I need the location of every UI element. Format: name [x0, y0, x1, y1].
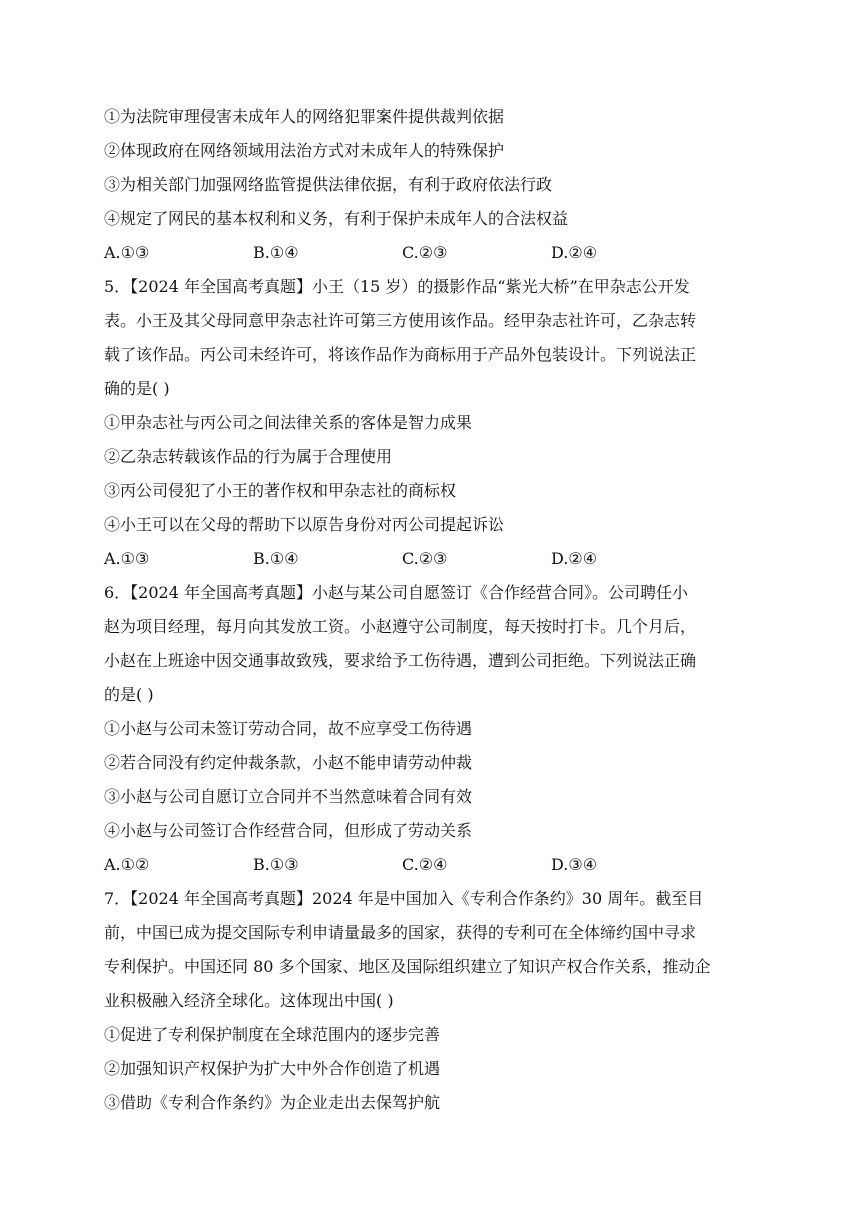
statement-3: ③小赵与公司自愿订立合同并不当然意味着合同有效	[104, 787, 473, 806]
exam-page	[104, 100, 760, 1120]
statement-2: ②体现政府在网络领域用法治方式对未成年人的特殊保护	[104, 141, 505, 160]
question-6	[104, 576, 760, 882]
statement-3: ③丙公司侵犯了小王的著作权和甲杂志社的商标权	[104, 481, 457, 500]
option-a: A.①③	[104, 549, 150, 568]
statement-1: ①甲杂志社与丙公司之间法律关系的客体是智力成果	[104, 413, 473, 432]
option-a: A.①②	[104, 855, 150, 874]
question-stem-line: 前，中国已成为提交国际专利申请量最多的国家，获得的专利可在全体缔约国中寻求	[104, 923, 697, 942]
option-b: B.①③	[253, 855, 299, 874]
question-stem-line: 的是( )	[104, 685, 154, 704]
statement-3: ③为相关部门加强网络监管提供法律依据，有利于政府依法行政	[104, 175, 553, 194]
question-stem-line: 专利保护。中国还同 80 多个国家、地区及国际组织建立了知识产权合作关系，推动企	[104, 957, 711, 976]
option-d: D.②④	[551, 549, 598, 568]
question-7	[104, 882, 760, 1120]
option-c: C.②③	[402, 243, 448, 262]
question-stem-line: 表。小王及其父母同意甲杂志社许可第三方使用该作品。经甲杂志社许可，乙杂志转	[104, 311, 697, 330]
option-b: B.①④	[253, 549, 299, 568]
statement-2: ②若合同没有约定仲裁条款，小赵不能申请劳动仲裁	[104, 753, 473, 772]
option-c: C.②③	[402, 549, 448, 568]
question-stem-line: 业积极融入经济全球化。这体现出中国( )	[104, 991, 394, 1010]
statement-1: ①促进了专利保护制度在全球范围内的逐步完善	[104, 1025, 441, 1044]
question-stem-line: 7．【2024 年全国高考真题】2024 年是中国加入《专利合作条约》30 周年。截至目	[104, 889, 704, 908]
answer-options	[104, 848, 760, 882]
option-b: B.①④	[253, 243, 299, 262]
question-stem-line: 确的是( )	[104, 379, 170, 398]
answer-options	[104, 542, 760, 576]
statement-4: ④小王可以在父母的帮助下以原告身份对丙公司提起诉讼	[104, 515, 505, 534]
option-c: C.②④	[402, 855, 448, 874]
statement-3: ③借助《专利合作条约》为企业走出去保驾护航	[104, 1093, 441, 1112]
question-stem-line: 小赵在上班途中因交通事故致残，要求给予工伤待遇，遭到公司拒绝。下列说法正确	[104, 651, 697, 670]
question-5	[104, 270, 760, 576]
question-stem-line: 赵为项目经理，每月向其发放工资。小赵遵守公司制度，每天按时打卡。几个月后，	[104, 617, 697, 636]
statement-4: ④规定了网民的基本权利和义务，有利于保护未成年人的合法权益	[104, 209, 569, 228]
option-d: D.②④	[551, 243, 598, 262]
statement-1: ①为法院审理侵害未成年人的网络犯罪案件提供裁判依据	[104, 107, 505, 126]
question-stem-line: 6．【2024 年全国高考真题】小赵与某公司自愿签订《合作经营合同》。公司聘任小	[104, 583, 688, 602]
question-4	[104, 100, 760, 270]
statement-1: ①小赵与公司未签订劳动合同，故不应享受工伤待遇	[104, 719, 473, 738]
answer-options	[104, 236, 760, 270]
statement-2: ②加强知识产权保护为扩大中外合作创造了机遇	[104, 1059, 441, 1078]
statement-4: ④小赵与公司签订合作经营合同，但形成了劳动关系	[104, 821, 473, 840]
option-a: A.①③	[104, 243, 150, 262]
question-stem-line: 载了该作品。丙公司未经许可，将该作品作为商标用于产品外包装设计。下列说法正	[104, 345, 697, 364]
option-d: D.③④	[551, 855, 598, 874]
statement-2: ②乙杂志转载该作品的行为属于合理使用	[104, 447, 393, 466]
question-stem-line: 5．【2024 年全国高考真题】小王（15 岁）的摄影作品“紫光大桥”在甲杂志公开发	[104, 277, 690, 296]
